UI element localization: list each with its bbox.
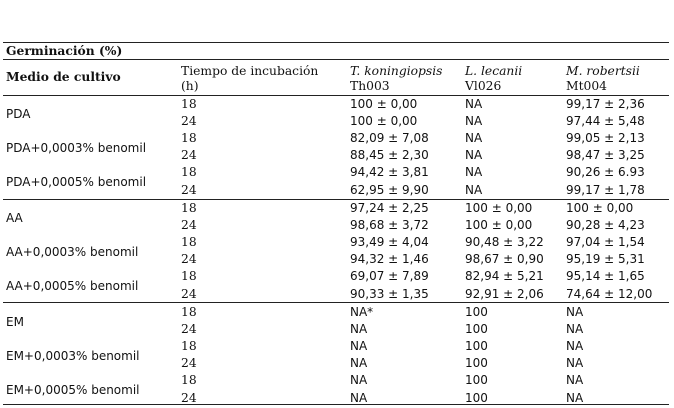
cell-vl026: 82,94 ± 5,21 [465,269,544,284]
cell-th003: 88,45 ± 2,30 [350,148,429,163]
cell-vl026: 98,67 ± 0,90 [465,252,544,267]
cell-th003: NA [350,356,368,371]
cell-th003: 97,24 ± 2,25 [350,201,429,215]
cell-vl026: NA [465,182,483,197]
cell-vl026: 100 ± 0,00 [465,201,533,215]
cell-mt004: NA [566,373,584,388]
cell-time: 18 [181,373,197,388]
header-col2-species: L. lecanii [465,64,523,78]
cell-vl026: NA [465,114,483,129]
cell-time: 24 [181,322,197,337]
cell-th003: NA [350,322,368,337]
cell-th003: 94,32 ± 1,46 [350,252,429,267]
cell-vl026: 100 [465,305,488,319]
cell-th003: 100 ± 0,00 [350,114,418,129]
cell-time: 24 [181,114,197,129]
cell-mt004: 90,26 ± 6.93 [566,165,645,180]
medium-label: EM+0,0005% benomil [6,382,140,397]
medium-label: PDA+0,0003% benomil [6,140,147,155]
cell-vl026: 100 [465,322,488,337]
cell-time: 18 [181,305,197,319]
cell-mt004: 97,04 ± 1,54 [566,235,645,250]
medium-label: AA [6,210,23,225]
cell-time: 18 [181,97,197,111]
group-rule-1 [3,199,669,200]
cell-mt004: 98,47 ± 3,25 [566,148,645,163]
cell-th003: NA* [350,305,374,319]
cell-vl026: NA [465,97,483,111]
cell-mt004: NA [566,390,584,405]
cell-th003: 62,95 ± 9,90 [350,182,429,197]
cell-th003: 98,68 ± 3,72 [350,218,429,233]
cell-time: 24 [181,148,197,163]
cell-th003: 100 ± 0,00 [350,97,418,111]
header-col3-strain: Mt004 [566,79,608,93]
cell-vl026: 100 ± 0,00 [465,218,533,233]
cell-time: 18 [181,269,197,284]
cell-time: 18 [181,201,197,215]
medium-label: AA+0,0003% benomil [6,244,139,259]
header-col3-species: M. robertsii [566,64,640,78]
bottom-rule [3,404,669,405]
header-rule [3,95,669,96]
header-col1-species: T. koningiopsis [350,64,443,78]
cell-mt004: 95,14 ± 1,65 [566,269,645,284]
cell-time: 18 [181,131,197,146]
cell-th003: NA [350,339,368,354]
cell-time: 24 [181,182,197,197]
cell-vl026: 90,48 ± 3,22 [465,235,544,250]
header-time-unit: (h) [181,79,199,93]
cell-mt004: 74,64 ± 12,00 [566,286,653,301]
cell-vl026: NA [465,165,483,180]
cell-time: 24 [181,218,197,233]
header-medium: Medio de cultivo [6,69,121,84]
cell-th003: 82,09 ± 7,08 [350,131,429,146]
cell-time: 18 [181,235,197,250]
cell-mt004: NA [566,356,584,371]
cell-mt004: 97,44 ± 5,48 [566,114,645,129]
cell-vl026: 100 [465,373,488,388]
cell-th003: 90,33 ± 1,35 [350,286,429,301]
group-rule-2 [3,302,669,303]
header-col1-strain: Th003 [350,79,390,93]
cell-mt004: 99,05 ± 2,13 [566,131,645,146]
cell-th003: 69,07 ± 7,89 [350,269,429,284]
cell-th003: NA [350,390,368,405]
cell-th003: 94,42 ± 3,81 [350,165,429,180]
medium-label: AA+0,0005% benomil [6,278,139,293]
medium-label: EM [6,314,24,329]
title-rule [3,59,669,60]
cell-mt004: 99,17 ± 1,78 [566,182,645,197]
cell-time: 18 [181,339,197,354]
table-title: Germinación (%) [6,43,123,58]
cell-time: 24 [181,286,197,301]
header-time: Tiempo de incubación [181,64,319,78]
cell-th003: 93,49 ± 4,04 [350,235,429,250]
header-col2-strain: Vl026 [465,79,502,93]
cell-time: 24 [181,252,197,267]
cell-mt004: 95,19 ± 5,31 [566,252,645,267]
medium-label: PDA+0,0005% benomil [6,174,147,189]
cell-th003: NA [350,373,368,388]
cell-mt004: NA [566,322,584,337]
cell-mt004: 99,17 ± 2,36 [566,97,645,111]
cell-mt004: NA [566,305,584,319]
cell-vl026: NA [465,131,483,146]
medium-label: PDA [6,106,31,121]
cell-mt004: 100 ± 0,00 [566,201,634,215]
cell-mt004: 90,28 ± 4,23 [566,218,645,233]
cell-mt004: NA [566,339,584,354]
cell-vl026: 92,91 ± 2,06 [465,286,544,301]
cell-vl026: 100 [465,390,488,405]
cell-vl026: NA [465,148,483,163]
cell-time: 24 [181,356,197,371]
cell-vl026: 100 [465,339,488,354]
cell-time: 18 [181,165,197,180]
cell-time: 24 [181,390,197,405]
medium-label: EM+0,0003% benomil [6,348,140,363]
cell-vl026: 100 [465,356,488,371]
